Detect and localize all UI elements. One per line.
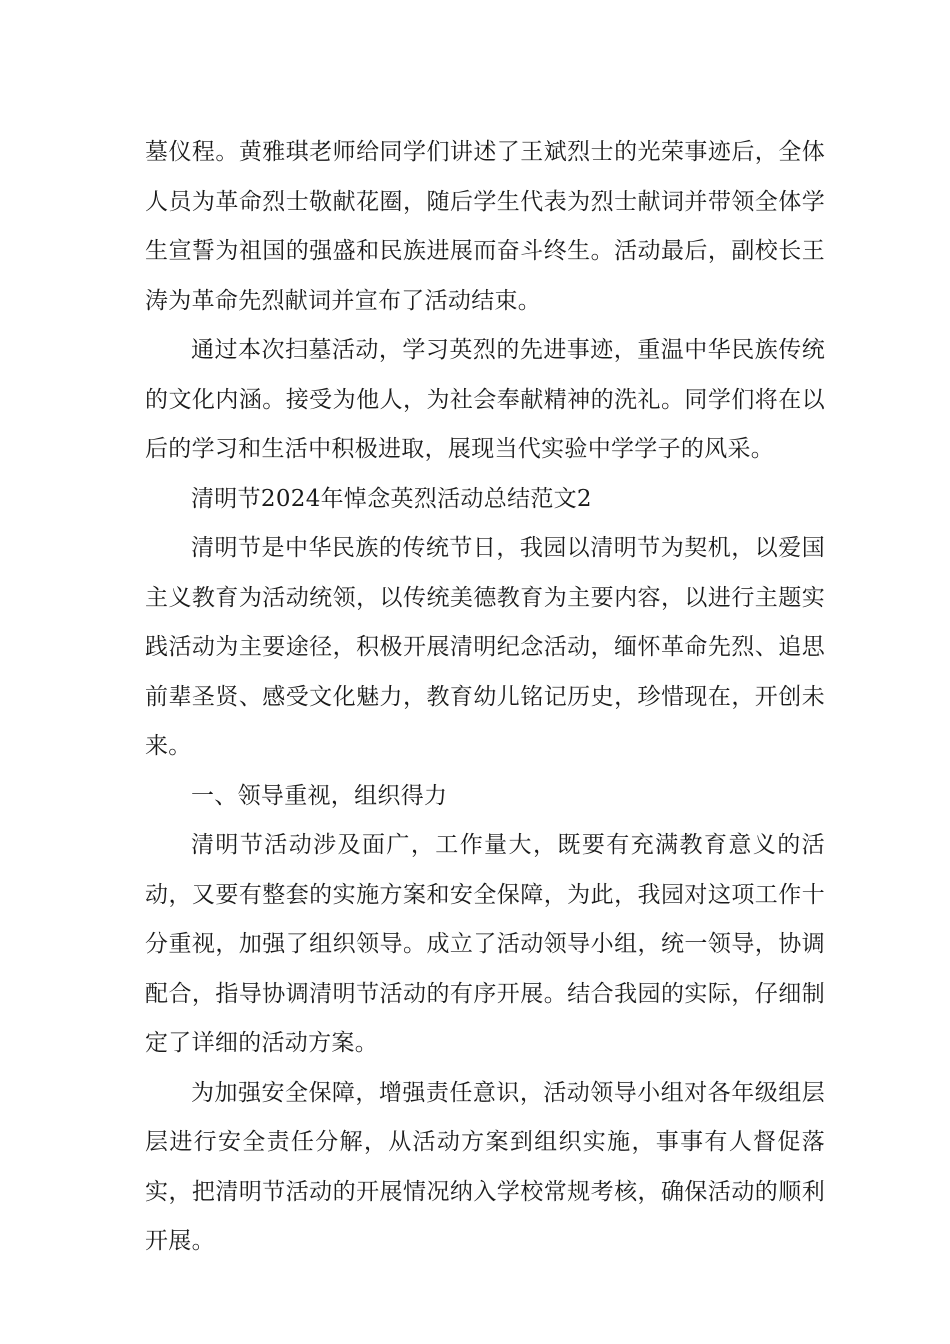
paragraph-2: 通过本次扫墓活动，学习英烈的先进事迹，重温中华民族传统的文化内涵。接受为他人，为社会奉献精神的洗礼。同学们将在以后的学习和生活中积极进取，展现当代实验中学学子的风采。	[145, 337, 825, 462]
paragraph-4: 清明节活动涉及面广，工作量大，既要有充满教育意义的活动，又要有整套的实施方案和安全保障，为此，我园对这项工作十分重视，加强了组织领导。成立了活动领导小组，统一领导，协调配合，指导协调清明节活动的有序开展。结合我园的实际，仔细制定了详细的活动方案。	[145, 832, 825, 1056]
paragraph-5: 为加强安全保障，增强责任意识，活动领导小组对各年级组层层进行安全责任分解，从活动方案到组织实施，事事有人督促落实，把清明节活动的开展情况纳入学校常规考核，确保活动的顺利开展。	[145, 1079, 825, 1254]
section-title: 清明节2024年悼念英烈活动总结范文2	[191, 485, 592, 512]
section-heading-1: 一、领导重视，组织得力	[191, 782, 448, 809]
paragraph-3: 清明节是中华民族的传统节日，我园以清明节为契机，以爱国主义教育为活动统领，以传统美德教育为主要内容，以进行主题实践活动为主要途径，积极开展清明纪念活动，缅怀革命先烈、追思前辈圣贤、感受文化魅力，教育幼儿铭记历史，珍惜现在，开创未来。	[145, 535, 825, 759]
paragraph-1: 墓仪程。黄雅琪老师给同学们讲述了王斌烈士的光荣事迹后，全体人员为革命烈士敬献花圈，随后学生代表为烈士献词并带领全体学生宣誓为祖国的强盛和民族进展而奋斗终生。活动最后，副校长王涛为革命先烈献词并宣布了活动结束。	[145, 139, 825, 314]
document-body	[145, 128, 825, 1267]
